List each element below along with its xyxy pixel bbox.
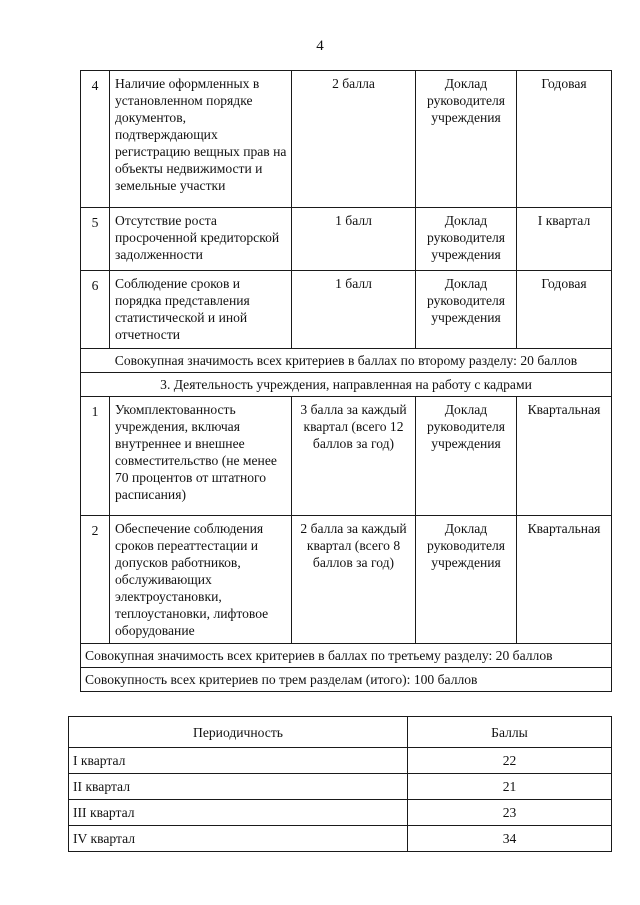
period-cell: Годовая (517, 271, 612, 349)
points-value: 34 (408, 826, 612, 852)
source-cell: Доклад руководителя учреждения (416, 271, 517, 349)
row-number: 2 (81, 516, 110, 644)
period-cell: I квартал (517, 208, 612, 271)
period-label: II квартал (69, 774, 408, 800)
table-row (81, 71, 612, 208)
section3-title: 3. Деятельность учреждения, направленная на работу с кадрами (81, 373, 612, 397)
points-cell: 1 балл (292, 271, 416, 349)
table-row (81, 208, 612, 271)
points-value: 23 (408, 800, 612, 826)
grand-total: Совокупность всех критериев по трем разделам (итого): 100 баллов (81, 668, 612, 692)
row-number: 5 (81, 208, 110, 271)
criterion-text: Наличие оформленных в установленном порядке документов, подтверждающих регистрацию вещных прав на объекты недвижимости и земельные участки (110, 71, 292, 208)
period-cell: Квартальная (517, 516, 612, 644)
row-number: 4 (81, 71, 110, 208)
table-row (81, 271, 612, 349)
criteria-table (80, 70, 612, 692)
table-row (81, 668, 612, 692)
period-cell: Квартальная (517, 397, 612, 516)
points-cell: 2 балла (292, 71, 416, 208)
table-header-row (69, 717, 612, 748)
table-row (69, 826, 612, 852)
table-row (81, 349, 612, 373)
summary-table (68, 716, 612, 852)
criterion-text: Соблюдение сроков и порядка представления статистической и иной отчетности (110, 271, 292, 349)
table-row (69, 800, 612, 826)
table-row (81, 644, 612, 668)
source-cell: Доклад руководителя учреждения (416, 397, 517, 516)
section3-total: Совокупная значимость всех критериев в баллах по третьему разделу: 20 баллов (81, 644, 612, 668)
source-cell: Доклад руководителя учреждения (416, 208, 517, 271)
points-cell: 1 балл (292, 208, 416, 271)
period-label: I квартал (69, 748, 408, 774)
section2-total: Совокупная значимость всех критериев в баллах по второму разделу: 20 баллов (81, 349, 612, 373)
criterion-text: Обеспечение соблюдения сроков переаттестации и допусков работников, обслуживающих электроустановки, теплоустановки, лифтовое оборудование (110, 516, 292, 644)
criterion-text: Отсутствие роста просроченной кредиторской задолженности (110, 208, 292, 271)
period-label: IV квартал (69, 826, 408, 852)
header-period: Периодичность (69, 717, 408, 748)
source-cell: Доклад руководителя учреждения (416, 516, 517, 644)
source-cell: Доклад руководителя учреждения (416, 71, 517, 208)
table-row (69, 774, 612, 800)
points-cell: 3 балла за каждый квартал (всего 12 баллов за год) (292, 397, 416, 516)
table-row (69, 748, 612, 774)
page-number: 4 (316, 38, 324, 54)
period-label: III квартал (69, 800, 408, 826)
row-number: 6 (81, 271, 110, 349)
table-row (81, 397, 612, 516)
criterion-text: Укомплектованность учреждения, включая внутреннее и внешнее совместительство (не менее 70 процентов от штатного расписания) (110, 397, 292, 516)
points-value: 22 (408, 748, 612, 774)
points-cell: 2 балла за каждый квартал (всего 8 баллов за год) (292, 516, 416, 644)
table-row (81, 373, 612, 397)
points-value: 21 (408, 774, 612, 800)
period-cell: Годовая (517, 71, 612, 208)
row-number: 1 (81, 397, 110, 516)
header-points: Баллы (408, 717, 612, 748)
table-row (81, 516, 612, 644)
